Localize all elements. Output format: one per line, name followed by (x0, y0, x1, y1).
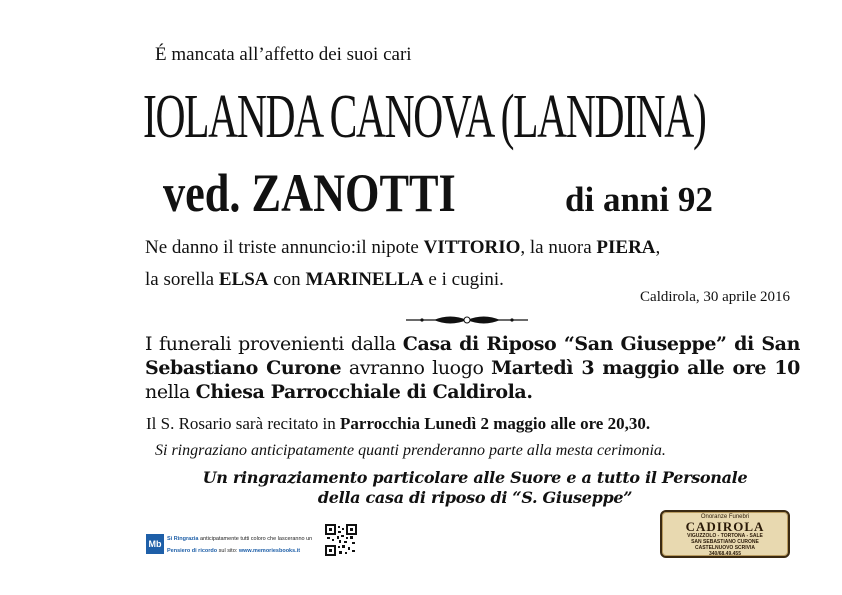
funeral-segment-bold: Chiesa Parrocchiale di Caldirola. (195, 381, 533, 403)
announcement-name: PIERA (596, 237, 656, 258)
rosary-segment: Il S. Rosario sarà recitato in (146, 414, 341, 433)
footer-line: sul sito: (217, 548, 239, 554)
rosary-segment-bold: Parrocchia Lunedì 2 maggio alle ore 20,30. (340, 414, 651, 433)
intro-text: É mancata all’affetto dei suoi cari (155, 44, 412, 65)
announcement-text: e i cugini. (423, 269, 504, 290)
funeral-segment: avranno luogo (341, 357, 492, 379)
announcement-name: MARINELLA (305, 269, 424, 290)
thanks-special-line: della casa di riposo di “S. Giuseppe” (317, 488, 633, 507)
widow-name: ved. ZANOTTI (163, 163, 456, 223)
badge-locations: CASTELNUOVO SCRIVIA (694, 545, 755, 551)
announcement-text: , la nuora (520, 237, 597, 258)
place-date: Caldirola, 30 aprile 2016 (640, 289, 790, 305)
qr-code-icon[interactable] (325, 524, 357, 556)
age-text: di anni 92 (565, 180, 713, 219)
footer-bold: Pensiero di ricordo (167, 548, 218, 554)
announcement-text: con (268, 269, 306, 290)
thanks-special-line: Un ringraziamento particolare alle Suore e a tutto il Personale (202, 468, 748, 487)
ornament-divider-icon (404, 312, 530, 328)
footer-text (167, 533, 312, 557)
footer-site-link[interactable]: www.memoriesbooks.it (238, 548, 301, 554)
announcement-name: VITTORIO (423, 237, 521, 258)
announcement-text: Ne danno il triste annuncio:il nipote (145, 237, 424, 258)
funeral-home-badge (660, 510, 790, 558)
deceased-name: IOLANDA CANOVA (LANDINA) (143, 83, 706, 151)
funeral-segment: I funerali provenienti dalla (145, 333, 403, 355)
rosary-text (146, 414, 650, 434)
footer-bold: Si Ringrazia (167, 536, 199, 542)
badge-phone: 340/68.49.455 (709, 551, 741, 557)
announcement-name: ELSA (218, 269, 269, 290)
badge-brand: CADIROLA (685, 519, 765, 534)
badge-subtitle: Onoranze Funebri (700, 514, 750, 520)
thanks-general: Si ringraziano anticipatamente quanti prenderanno parte alla mesta cerimonia. (155, 442, 666, 459)
badge-locations: VIGUZZOLO - TORTONA - SALE (687, 533, 763, 539)
announcement-text: , (655, 237, 661, 258)
funeral-segment-bold: Casa di Riposo “San Giuseppe” di San Sebastiano Curone (145, 333, 800, 379)
announcement-text: la sorella (145, 269, 219, 290)
announcement (145, 232, 805, 296)
funeral-text (145, 332, 800, 404)
thanks-special (175, 468, 775, 508)
badge-locations: SAN SEBASTIANO CURONE (691, 539, 759, 545)
memoriesbooks-logo-icon: Mb (146, 534, 164, 554)
funeral-segment-bold: Martedì 3 maggio alle ore 10 (491, 357, 800, 379)
funeral-segment: nella (145, 381, 196, 403)
footer-line: anticipatamente tutti coloro che lasceranno un (198, 536, 313, 542)
